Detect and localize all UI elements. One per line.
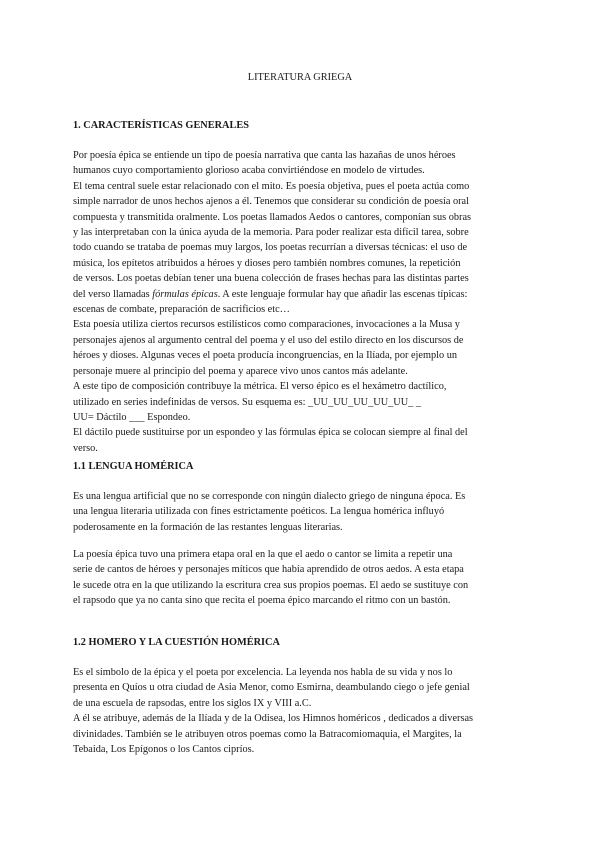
text-line: A él se atribuye, además de la Ilíada y de la Odisea, los Himnos homéricos , dedicados a diversas — [73, 713, 474, 725]
text-line: el rapsodo que ya no canta sino que recita el poema épico marcando el ritmo con un bastón. — [73, 595, 451, 607]
section-body-lengua-homerica-p1 — [73, 489, 535, 535]
text-line: utilizado en series indefinidas de versos. Su esquema es: _UU_UU_UU_UU_UU_ _ — [73, 396, 422, 408]
text-line: todo cuando se trataba de poemas muy largos, los poetas recurrían a diversas técnicas: el uso de — [73, 242, 468, 254]
text-line: personaje muere al principio del poema y aparece vivo unos cantos más adelante. — [73, 365, 408, 377]
text-line: UU= Dáctilo ___ Espondeo. — [73, 411, 191, 423]
text-line: La poesía épica tuvo una primera etapa oral en la que el aedo o cantor se limita a repetir una — [73, 549, 453, 560]
text-line: personajes ajenos al argumento central del poema y el uso del estilo directo en los discursos de — [73, 334, 464, 346]
text-line: música, los epítetos atribuidos a héroes y dioses pero también nombres comunes, la repetición — [73, 257, 461, 269]
italic-term: fórmulas épicas — [152, 288, 218, 300]
text-line: Por poesía épica se entiende un tipo de poesía narrativa que canta las hazañas de unos héroes — [73, 150, 456, 161]
document-title: LITERATURA GRIEGA — [247, 72, 353, 83]
section-body-lengua-homerica-p2 — [73, 547, 535, 609]
text-line: simple narrador de unos hechos ajenos a él. Tenemos que considerar su condición de poesía oral — [73, 196, 469, 208]
text-line: El dáctilo puede sustituirse por un espondeo y las fórmulas épica se colocan siempre al final del — [73, 427, 468, 439]
text-line: verso. — [73, 442, 98, 454]
text-line: de una escuela de rapsodas, entre los siglos IX y VIII a.C. — [73, 697, 312, 709]
text-line: humanos cuyo comportamiento glorioso acaba convirtiéndose en modelo de virtudes. — [73, 165, 425, 177]
section-heading-caracteristicas: 1. CARACTERÍSTICAS GENERALES — [73, 120, 249, 131]
section-heading-homero: 1.2 HOMERO Y LA CUESTIÓN HOMÉRICA — [73, 637, 280, 648]
text-line: de versos. Los poetas debían tener una buena colección de frases hechas para las distintas partes — [73, 273, 469, 285]
text-line: Es el símbolo de la épica y el poeta por excelencia. La leyenda nos habla de su vida y nos lo — [73, 667, 453, 678]
section-heading-lengua-homerica: 1.1 LENGUA HOMÉRICA — [73, 461, 194, 472]
text-line: poderosamente en la formación de las restantes lenguas literarias. — [73, 521, 343, 533]
text-line: le sucede otra en la que utilizando la escritura crea sus propios poemas. El aedo se sustituye con — [73, 579, 469, 591]
text-line: El tema central suele estar relacionado con el mito. Es poesía objetiva, pues el poeta actúa como — [73, 180, 470, 192]
section-body-homero — [73, 665, 535, 757]
text-line: Tebaida, Los Epígonos o los Cantos cipríos. — [73, 744, 255, 756]
text-line: presenta en Quíos u otra ciudad de Asia Menor, como Esmirna, deambulando ciego o jefe genial — [73, 682, 470, 694]
section-body-caracteristicas — [73, 148, 535, 456]
text-line: A este tipo de composición contribuye la métrica. El verso épico es el hexámetro dactílico, — [73, 381, 447, 393]
text-line: y las interpretaban con la única ayuda de la memoria. Para poder realizar esta difícil tarea, sobre — [73, 227, 469, 239]
text-line: Esta poesía utiliza ciertos recursos estilísticos como comparaciones, invocaciones a la Musa y — [73, 319, 460, 331]
text-line: Es una lengua artificial que no se corresponde con ningún dialecto griego de ninguna época. Es — [73, 491, 466, 502]
text-line: héroes y dioses. Algunas veces el poeta producía incongruencias, en la Ilíada, por ejemplo un — [73, 350, 458, 362]
text-line: compuesta y transmitida oralmente. Los poetas llamados Aedos o cantores, componían sus obras — [73, 211, 472, 223]
text-line: escenas de combate, preparación de sacrificios etc… — [73, 304, 290, 316]
text-line: del verso llamadas fórmulas épicas. A este lenguaje formular hay que añadir las escenas típicas: — [73, 288, 468, 300]
text-line: una lengua literaria utilizada con fines estrictamente poéticos. La lengua homérica influyó — [73, 506, 445, 518]
text-line: serie de cantos de héroes y personajes míticos que había aprendido de otros aedos. A esta etapa — [73, 564, 464, 576]
text-line: divinidades. También se le atribuyen otros poemas como la Batracomiomaquia, el Margites, la — [73, 728, 462, 740]
